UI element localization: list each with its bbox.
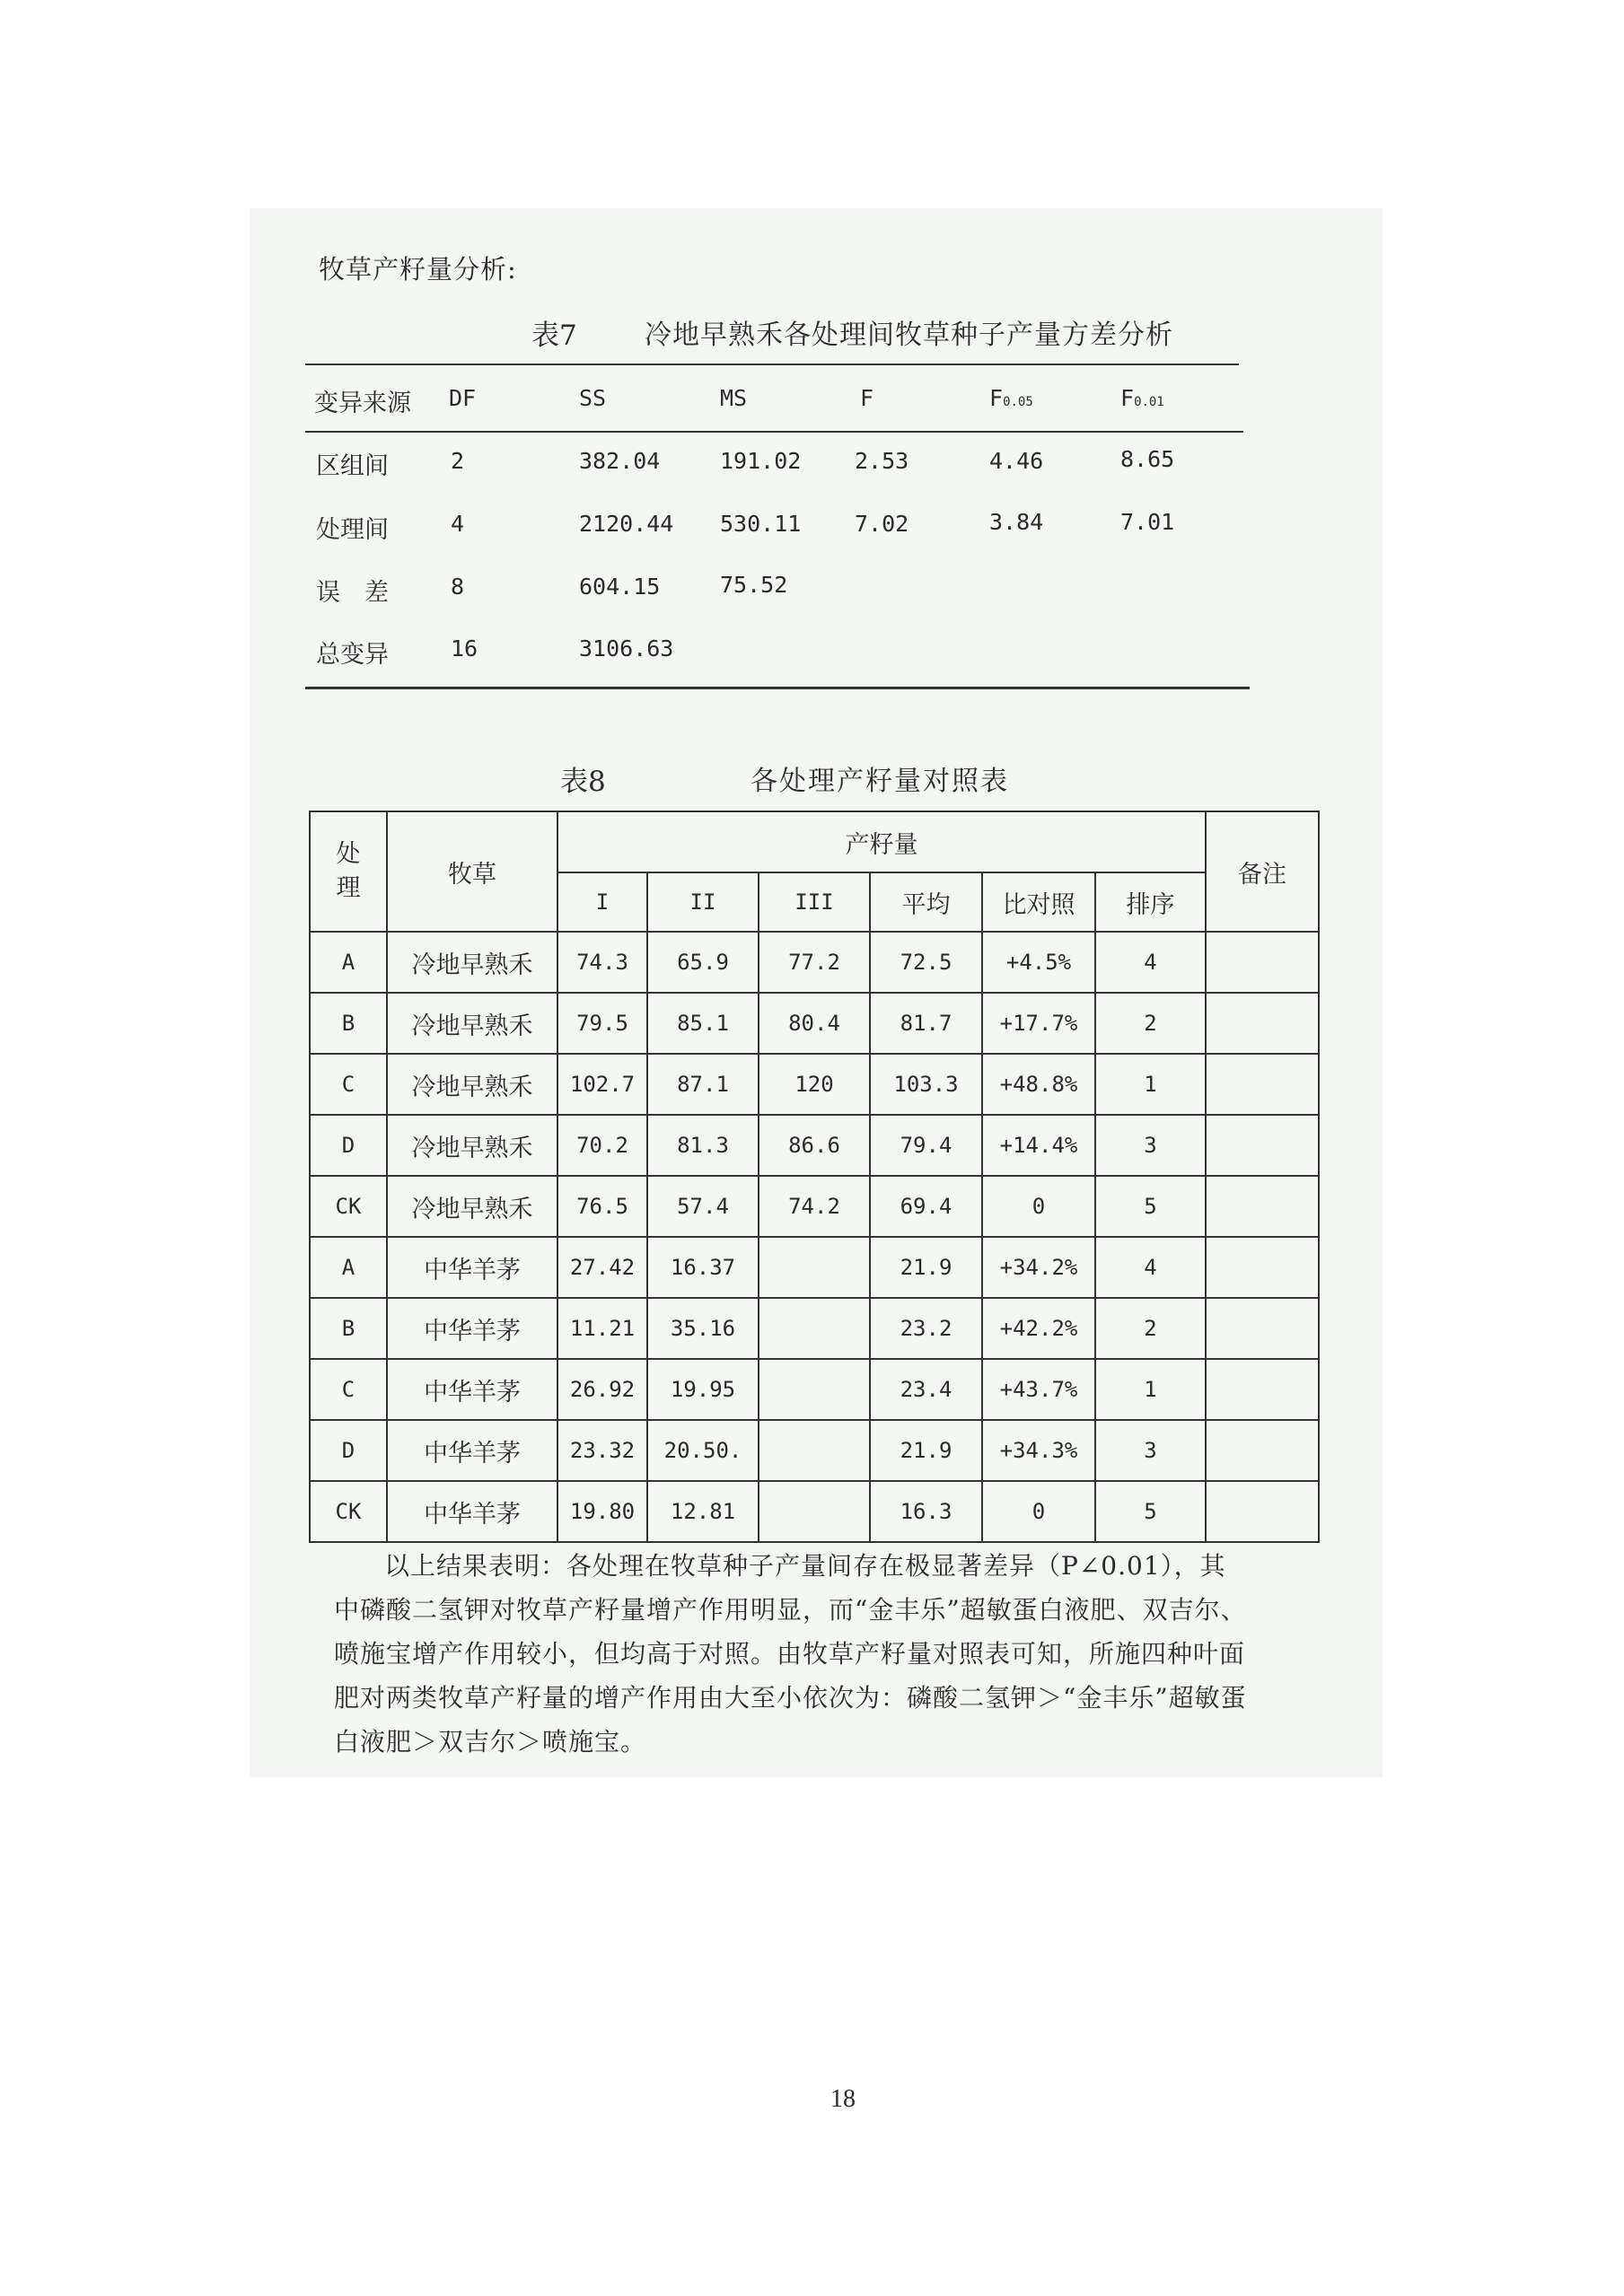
conclusion-paragraph	[334, 1544, 1250, 1764]
table8-cell-note	[1206, 1115, 1319, 1176]
table7-cell-ss: 3106.63	[579, 635, 674, 662]
table8-cell-note	[1206, 1359, 1319, 1420]
table8-cell-rep2: 65.9	[647, 932, 759, 993]
table8-cell-note	[1206, 1054, 1319, 1115]
table8-cell-rep2: 35.16	[647, 1298, 759, 1359]
table8-cell-rep3	[759, 1420, 870, 1481]
table7-caption-number: 表7	[531, 320, 577, 352]
table8-cell-rank: 1	[1095, 1359, 1206, 1420]
table8-cell-rep1: 11.21	[557, 1298, 647, 1359]
table8-cell-vs-ck: +14.4%	[982, 1115, 1095, 1176]
table8-cell-treatment: C	[310, 1359, 387, 1420]
table7-cell-df: 4	[451, 511, 465, 537]
table8-cell-note	[1206, 1481, 1319, 1542]
table7-header-source: 变异来源	[314, 390, 411, 417]
table8-cell-rep3: 86.6	[759, 1115, 870, 1176]
table8-cell-rep3	[759, 1237, 870, 1298]
table7-cell-source: 误 差	[316, 579, 389, 607]
table8-cell-rep1: 102.7	[557, 1054, 647, 1115]
table8-cell-mean: 72.5	[870, 932, 982, 993]
table8-cell-treatment: D	[310, 1115, 387, 1176]
table8-caption-number: 表8	[560, 766, 606, 798]
table7-cell-ss: 382.04	[579, 448, 661, 474]
table7-cell-f: 2.53	[855, 448, 909, 474]
table8-cell-mean: 69.4	[870, 1176, 982, 1237]
table8-header-grass: 牧草	[387, 811, 557, 932]
table8-header-vs-ck: 比对照	[982, 872, 1095, 932]
table8-caption-title: 各处理产籽量对照表	[751, 766, 1009, 797]
table7-header-f005: F0.05	[989, 385, 1033, 411]
table8-cell-grass: 冷地早熟禾	[387, 993, 557, 1054]
table7-cell-f005: 4.46	[989, 448, 1044, 474]
table7-header-ss: SS	[579, 385, 607, 411]
table7-header-ms: MS	[720, 385, 748, 411]
table8-cell-rep2: 57.4	[647, 1176, 759, 1237]
table8-cell-treatment: CK	[310, 1176, 387, 1237]
table8-cell-rep2: 12.81	[647, 1481, 759, 1542]
table7-header-f: F	[860, 385, 874, 411]
table8-cell-rep2: 81.3	[647, 1115, 759, 1176]
table8-cell-note	[1206, 1176, 1319, 1237]
table8-cell-vs-ck: 0	[982, 1176, 1095, 1237]
page-number: 18	[830, 2085, 856, 2113]
table8-cell-rank: 2	[1095, 1298, 1206, 1359]
table8-cell-rank: 1	[1095, 1054, 1206, 1115]
table8-cell-mean: 103.3	[870, 1054, 982, 1115]
table8-cell-grass: 冷地早熟禾	[387, 1115, 557, 1176]
table8-cell-vs-ck: +48.8%	[982, 1054, 1095, 1115]
table8-cell-rank: 4	[1095, 932, 1206, 993]
table8-cell-grass: 中华羊茅	[387, 1237, 557, 1298]
table8-cell-note	[1206, 1237, 1319, 1298]
table8-header-note: 备注	[1206, 811, 1319, 932]
table7-caption-title: 冷地早熟禾各处理间牧草种子产量方差分析	[645, 320, 1173, 351]
table8-cell-grass: 中华羊茅	[387, 1481, 557, 1542]
table8-cell-treatment: A	[310, 932, 387, 993]
table8-cell-rank: 2	[1095, 993, 1206, 1054]
conclusion-text: 以上结果表明：各处理在牧草种子产量间存在极显著差异（P∠0.01），其中磷酸二氢钾对牧草产籽量增产作用明显，而“金丰乐”超敏蛋白液肥、双吉尔、喷施宝增产作用较小，但均高于对照。由牧草产籽量对照表可知，所施四种叶面肥对两类牧草产籽量的增产作用由大至小依次为：磷酸二氢钾＞“金丰乐”超敏蛋白液肥＞双吉尔＞喷施宝。	[334, 1551, 1247, 1757]
table7-cell-f005: 3.84	[989, 509, 1044, 535]
table8-cell-mean: 23.2	[870, 1298, 982, 1359]
table8-cell-grass: 冷地早熟禾	[387, 932, 557, 993]
table8-cell-vs-ck: +43.7%	[982, 1359, 1095, 1420]
table8-cell-vs-ck: +4.5%	[982, 932, 1095, 993]
table8-cell-rep3: 80.4	[759, 993, 870, 1054]
table8-cell-treatment: D	[310, 1420, 387, 1481]
table8-cell-note	[1206, 1420, 1319, 1481]
table8-cell-grass: 中华羊茅	[387, 1298, 557, 1359]
table8-row	[310, 1237, 1319, 1298]
table7-header-df: DF	[449, 385, 477, 411]
table8-cell-rank: 3	[1095, 1420, 1206, 1481]
table8-cell-mean: 81.7	[870, 993, 982, 1054]
table8-cell-rep1: 26.92	[557, 1359, 647, 1420]
table8-cell-rep2: 19.95	[647, 1359, 759, 1420]
table8-cell-rep2: 16.37	[647, 1237, 759, 1298]
table8-row	[310, 1054, 1319, 1115]
table8-cell-rank: 5	[1095, 1481, 1206, 1542]
table7-cell-ss: 2120.44	[579, 511, 674, 537]
table8-cell-note	[1206, 1298, 1319, 1359]
table8-cell-rep2: 20.50.	[647, 1420, 759, 1481]
table8-row	[310, 993, 1319, 1054]
table8-header-mean: 平均	[870, 872, 982, 932]
table8-cell-rep1: 23.32	[557, 1420, 647, 1481]
table7-cell-ms: 75.52	[720, 572, 788, 598]
table7-cell-source: 区组间	[316, 452, 389, 480]
table8-row	[310, 1115, 1319, 1176]
table8-cell-mean: 23.4	[870, 1359, 982, 1420]
table7-cell-f: 7.02	[855, 511, 909, 537]
table8-cell-grass: 冷地早熟禾	[387, 1054, 557, 1115]
table8-yield-comparison	[309, 811, 1320, 1543]
table8-cell-rep1: 19.80	[557, 1481, 647, 1542]
table8-cell-rep1: 76.5	[557, 1176, 647, 1237]
table7-top-rule	[305, 364, 1239, 365]
table7-header-f001: F0.01	[1120, 385, 1164, 411]
table8-cell-mean: 21.9	[870, 1237, 982, 1298]
table8-row	[310, 1359, 1319, 1420]
table7-cell-source: 处理间	[316, 516, 389, 544]
table8-cell-vs-ck: +42.2%	[982, 1298, 1095, 1359]
table8-header-rep3: III	[759, 872, 870, 932]
table8-cell-note	[1206, 932, 1319, 993]
table8-cell-grass: 中华羊茅	[387, 1420, 557, 1481]
table8-row	[310, 1176, 1319, 1237]
table7-cell-ms: 530.11	[720, 511, 802, 537]
table7-cell-f001: 7.01	[1120, 509, 1175, 535]
table8-cell-vs-ck: +34.3%	[982, 1420, 1095, 1481]
table8-cell-mean: 79.4	[870, 1115, 982, 1176]
table8-cell-rep3: 120	[759, 1054, 870, 1115]
table8-cell-vs-ck: +17.7%	[982, 993, 1095, 1054]
table8-header-yield: 产籽量	[557, 811, 1206, 872]
table8-cell-rank: 5	[1095, 1176, 1206, 1237]
table8-cell-rank: 4	[1095, 1237, 1206, 1298]
table8-cell-rep3: 77.2	[759, 932, 870, 993]
table8-cell-treatment: B	[310, 1298, 387, 1359]
table8-row	[310, 1420, 1319, 1481]
table8-row	[310, 1481, 1319, 1542]
table8-cell-rep1: 70.2	[557, 1115, 647, 1176]
table8-header-treatment: 处 理	[310, 811, 387, 932]
table8-cell-rep3	[759, 1359, 870, 1420]
table7-cell-f001: 8.65	[1120, 446, 1175, 472]
table8-cell-rep2: 87.1	[647, 1054, 759, 1115]
table7-cell-source: 总变异	[316, 641, 389, 669]
table7-bottom-rule	[305, 687, 1250, 689]
table8-cell-rank: 3	[1095, 1115, 1206, 1176]
table8-cell-rep1: 79.5	[557, 993, 647, 1054]
table8-header-rep2: II	[647, 872, 759, 932]
table8-cell-rep1: 74.3	[557, 932, 647, 993]
table8-cell-rep1: 27.42	[557, 1237, 647, 1298]
table8-cell-mean: 21.9	[870, 1420, 982, 1481]
table7-cell-ss: 604.15	[579, 574, 661, 600]
table8-cell-treatment: A	[310, 1237, 387, 1298]
table8-cell-vs-ck: 0	[982, 1481, 1095, 1542]
table7-cell-df: 2	[451, 448, 465, 474]
table8-cell-mean: 16.3	[870, 1481, 982, 1542]
table8-cell-treatment: B	[310, 993, 387, 1054]
table8-cell-grass: 中华羊茅	[387, 1359, 557, 1420]
table7-cell-ms: 191.02	[720, 448, 802, 474]
table8-cell-treatment: CK	[310, 1481, 387, 1542]
table8-cell-vs-ck: +34.2%	[982, 1237, 1095, 1298]
table8-header-rank: 排序	[1095, 872, 1206, 932]
table7-cell-df: 16	[451, 635, 478, 662]
table8-cell-note	[1206, 993, 1319, 1054]
table8-row	[310, 932, 1319, 993]
table8-cell-grass: 冷地早熟禾	[387, 1176, 557, 1237]
table8-cell-rep3: 74.2	[759, 1176, 870, 1237]
table8-cell-rep2: 85.1	[647, 993, 759, 1054]
table8-cell-rep3	[759, 1298, 870, 1359]
table7-header-rule	[305, 431, 1243, 433]
table8-header-rep1: I	[557, 872, 647, 932]
table8-row	[310, 1298, 1319, 1359]
table8-cell-treatment: C	[310, 1054, 387, 1115]
table7-cell-df: 8	[451, 574, 465, 600]
table8-cell-rep3	[759, 1481, 870, 1542]
section-heading: 牧草产籽量分析:	[319, 254, 517, 285]
